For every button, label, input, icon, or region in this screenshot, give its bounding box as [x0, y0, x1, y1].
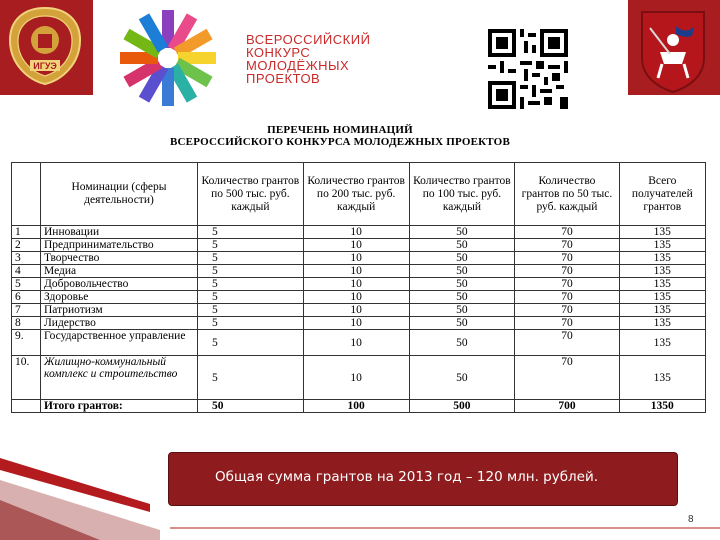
row-number: 5: [12, 278, 41, 291]
row-value-100k: 50: [409, 239, 515, 252]
row-value-200k: 10: [303, 278, 409, 291]
row-nomination: Медиа: [41, 265, 198, 278]
row-value-50k: 70: [515, 291, 619, 304]
table-row: [12, 252, 706, 265]
banner-text: Общая сумма грантов на 2013 год – 120 млн. рублей.: [215, 469, 599, 485]
brand-line: ПРОЕКТОВ: [246, 71, 321, 86]
column-header-500k: Количество грантов по 500 тыс. руб. каждый: [198, 163, 304, 226]
row-value-total: 135: [619, 239, 705, 252]
table-total-row: [12, 400, 706, 413]
nominations-table: [11, 162, 706, 413]
row-nomination: Творчество: [41, 252, 198, 265]
row-value-100k: 50: [409, 278, 515, 291]
title-line-1: ПЕРЕЧЕНЬ НОМИНАЦИЙ: [267, 124, 413, 136]
brand-line: КОНКУРС: [246, 45, 311, 60]
row-value-200k: 10: [303, 304, 409, 317]
row-nomination: Добровольчество: [41, 278, 198, 291]
row-number: 8: [12, 317, 41, 330]
row-value-total: 135: [619, 252, 705, 265]
column-header-100k: Количество грантов по 100 тыс. руб. каждый: [409, 163, 515, 226]
column-header-total-recipients: Всего получателей грантов: [619, 163, 705, 226]
row-value-total: 135: [619, 265, 705, 278]
moscow-coat-of-arms-icon: [636, 8, 710, 94]
row-value-200k: 10: [303, 291, 409, 304]
table-row: [12, 278, 706, 291]
row-value-total: 135: [619, 226, 705, 239]
row-value-500k: 5: [198, 265, 304, 278]
table-row: [12, 226, 706, 239]
row-number: 7: [12, 304, 41, 317]
row-nomination: Здоровье: [41, 291, 198, 304]
row-nomination: Государственное управление: [41, 330, 198, 356]
row-value-200k: 10: [303, 265, 409, 278]
row-value-50k: 70: [515, 356, 619, 400]
table-row: [12, 239, 706, 252]
table-row: [12, 304, 706, 317]
table-row: [12, 317, 706, 330]
total-row-number: [12, 400, 41, 413]
row-value-total: 135: [619, 356, 705, 400]
row-value-total: 135: [619, 304, 705, 317]
brand-line: МОЛОДЁЖНЫХ: [246, 58, 350, 73]
row-value-100k: 50: [409, 317, 515, 330]
row-value-200k: 10: [303, 317, 409, 330]
row-value-500k: 5: [198, 330, 304, 356]
row-value-total: 135: [619, 317, 705, 330]
row-nomination: Патриотизм: [41, 304, 198, 317]
row-value-500k: 5: [198, 304, 304, 317]
row-number: 10.: [12, 356, 41, 400]
row-value-100k: 50: [409, 356, 515, 400]
row-value-total: 135: [619, 291, 705, 304]
row-nomination: Инновации: [41, 226, 198, 239]
row-number: 1: [12, 226, 41, 239]
row-number: 9.: [12, 330, 41, 356]
row-value-50k: 70: [515, 278, 619, 291]
row-value-100k: 50: [409, 265, 515, 278]
row-value-500k: 5: [198, 356, 304, 400]
row-number: 4: [12, 265, 41, 278]
brand-line: ВСЕРОССИЙСКИЙ: [246, 32, 371, 47]
row-value-200k: 10: [303, 226, 409, 239]
row-value-50k: 70: [515, 330, 619, 356]
row-nomination: Лидерство: [41, 317, 198, 330]
row-value-50k: 70: [515, 265, 619, 278]
table-body: [12, 226, 706, 413]
row-value-500k: 5: [198, 291, 304, 304]
total-value-500k: 50: [198, 400, 304, 413]
total-value-200k: 100: [303, 400, 409, 413]
table-row: [12, 330, 706, 356]
row-value-200k: 10: [303, 330, 409, 356]
total-value-50k: 700: [515, 400, 619, 413]
total-label: Итого грантов:: [41, 400, 198, 413]
brand-title: [246, 33, 386, 85]
total-value-all: 1350: [619, 400, 705, 413]
table-row: [12, 356, 706, 400]
row-value-50k: 70: [515, 239, 619, 252]
table-row: [12, 265, 706, 278]
row-number: 6: [12, 291, 41, 304]
row-value-500k: 5: [198, 226, 304, 239]
table-row: [12, 291, 706, 304]
left-logo-text: ИГУЭ: [33, 61, 57, 71]
qr-code-icon: [484, 25, 572, 113]
row-number: 2: [12, 239, 41, 252]
row-value-total: 135: [619, 278, 705, 291]
row-value-500k: 5: [198, 239, 304, 252]
total-value-100k: 500: [409, 400, 515, 413]
row-value-100k: 50: [409, 252, 515, 265]
row-value-500k: 5: [198, 252, 304, 265]
total-grants-banner: [168, 452, 678, 506]
page-number: 8: [688, 514, 694, 525]
row-nomination: Жилищно-коммунальный комплекс и строительство: [41, 356, 198, 400]
column-header-nomination: Номинации (сферы деятельности): [41, 163, 198, 226]
row-number: 3: [12, 252, 41, 265]
row-value-100k: 50: [409, 291, 515, 304]
title-line-2: ВСЕРОССИЙСКОГО КОНКУРСА МОЛОДЕЖНЫХ ПРОЕКТОВ: [170, 136, 510, 148]
row-value-50k: 70: [515, 304, 619, 317]
row-value-100k: 50: [409, 226, 515, 239]
row-value-100k: 50: [409, 304, 515, 317]
row-value-total: 135: [619, 330, 705, 356]
row-nomination: Предпринимательство: [41, 239, 198, 252]
column-header-50k: Количество грантов по 50 тыс. руб. каждый: [515, 163, 619, 226]
row-value-200k: 10: [303, 356, 409, 400]
row-value-50k: 70: [515, 226, 619, 239]
table-header-row: [12, 163, 706, 226]
university-emblem-icon: [8, 6, 82, 86]
column-header-number: [12, 163, 41, 226]
row-value-500k: 5: [198, 317, 304, 330]
row-value-50k: 70: [515, 317, 619, 330]
row-value-50k: 70: [515, 252, 619, 265]
row-value-500k: 5: [198, 278, 304, 291]
column-header-200k: Количество грантов по 200 тыс. руб. каждый: [303, 163, 409, 226]
row-value-200k: 10: [303, 239, 409, 252]
colorful-star-logo-icon: [108, 4, 228, 108]
row-value-200k: 10: [303, 252, 409, 265]
row-value-100k: 50: [409, 330, 515, 356]
document-title: [120, 124, 560, 148]
